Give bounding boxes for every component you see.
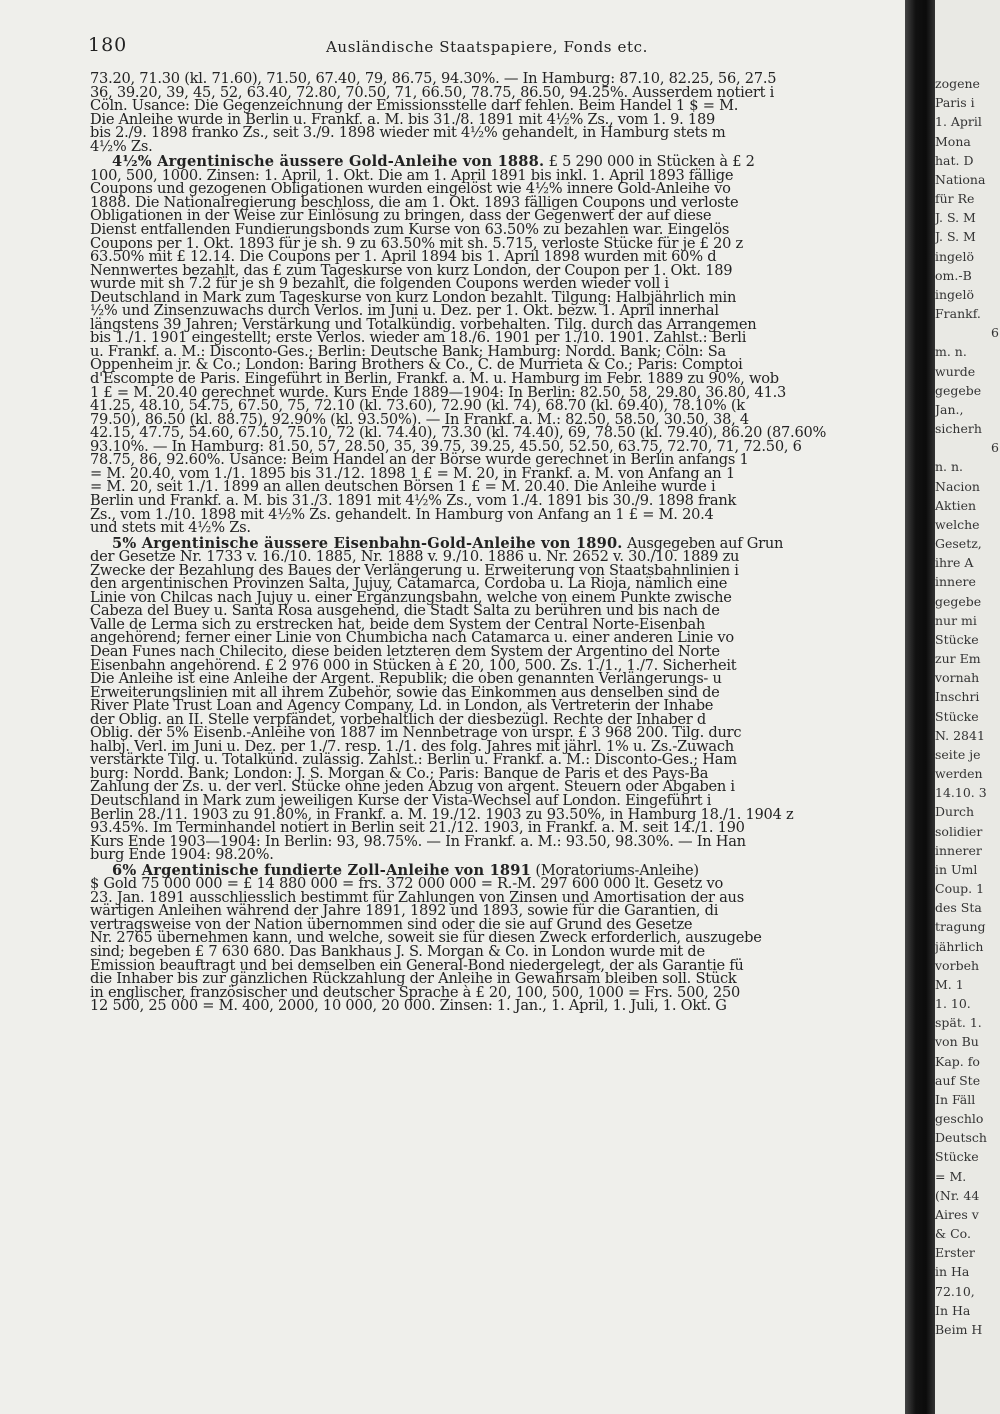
text-line: 73.20, 71.30 (kl. 71.60), 71.50, 67.40, 79, 86.75, 94.30%. — In Hamburg: 87.10, 82.25, 56, 27.5 (90, 70, 777, 87)
text-line: den argentinischen Provinzen Salta, Jujuy, Catamarca, Cordoba u. La Rioja, nämlich eine (90, 575, 728, 593)
facing-page-fragment: In Ha (935, 1303, 971, 1318)
text-line: burg: Nordd. Bank; London: J. S. Morgan & Co.; Paris: Banque de Paris et des Pays-Ba (90, 764, 709, 782)
text-line: Dean Funes nach Chilecito, diese beiden letzteren dem System der Argentino del Norte (90, 642, 720, 660)
facing-page-fragment: Coup. 1 (935, 881, 985, 896)
facing-page-fragment: 1. 10. (935, 996, 971, 1011)
text-line: 100, 500, 1000. Zinsen: 1. April, 1. Okt. Die am 1. April 1891 bis inkl. 1. April 1893 fällige (90, 166, 734, 184)
text-line: 1 £ = M. 20.40 gerechnet wurde. Kurs Ende 1889—1904: In Berlin: 82.50, 58, 29.80, 36.80, 41.3 (90, 383, 787, 401)
facing-page-fragment: (Nr. 44 (935, 1188, 980, 1203)
section-heading-line: 4½% Argentinische äussere Gold-Anleihe von 1888. £ 5 290 000 in Stücken à £ 2 (112, 153, 755, 171)
text-line: wurde mit sh 7.2 für je sh 9 bezahlt, die folgenden Coupons werden wieder voll i (90, 275, 669, 293)
facing-page-fragment: gegebe (935, 594, 982, 609)
text-line: u. Frankf. a. M.: Disconto-Ges.; Berlin: Deutsche Bank; Hamburg: Nordd. Bank; Cöln: Sa (90, 342, 726, 360)
facing-page-fragment: Erster (935, 1245, 975, 1260)
facing-page-fragment: seite je (935, 747, 981, 762)
text-line: und stets mit 4½% Zs. (90, 519, 251, 537)
section-heading: 5% Argentinische äussere Eisenbahn-Gold-Anleihe von 1890. (112, 534, 623, 552)
facing-page-fragment: om.-B (935, 268, 972, 283)
text-line: Coupons und gezogenen Obligationen wurden eingelöst wie 4½% innere Gold-Anleihe vo (90, 180, 731, 198)
text-line: verstärkte Tilg. u. Totalkünd. zulässig. Zahlst.: Berlin u. Frankf. a. M.: Disconto-Ges.; Ham (90, 751, 737, 769)
text-line: wärtigen Anleihen während der Jahre 1891, 1892 und 1893, sowie für die Garantien, di (90, 902, 719, 920)
facing-page-fragment: in Ha (935, 1264, 970, 1279)
facing-page-fragment: 72.10, (935, 1284, 975, 1299)
facing-page-fragment: & Co. (935, 1226, 971, 1241)
text-line: angehörend; ferner einer Linie von Chumbicha nach Catamarca u. einer anderen Linie vo (90, 629, 734, 647)
facing-page-fragment: Durch (935, 804, 975, 819)
text-line: bis 1./1. 1901 eingestellt; erste Verlos. wieder am 18./6. 1901 per 1./10. 1901. Zahlst.: Berli (90, 329, 747, 347)
text-line: ½% und Zinsenzuwachs durch Verlos. im Juni u. Dez. per 1. Okt. bezw. 1. April innerhal (90, 302, 719, 320)
facing-page-fragment: Mona (935, 134, 971, 149)
section-heading: 4½% Argentinische äussere Gold-Anleihe von 1888. (112, 153, 545, 171)
facing-page-fragment: ingelö (935, 249, 974, 264)
facing-page-fragment: Aktien (935, 498, 977, 513)
facing-page-fragment: ingelö (935, 287, 974, 302)
facing-page-fragment: vorbeh (935, 958, 980, 973)
facing-page-fragment: spät. 1. (935, 1015, 982, 1030)
text-line: 23. Jan. 1891 ausschliesslich bestimmt für Zahlungen von Zinsen und Amortisation der aus (90, 888, 744, 906)
facing-page-fragment: hat. D (935, 153, 974, 168)
text-line: Erweiterungslinien mit all ihrem Zubehör, sowie das Einkommen aus denselben sind de (90, 683, 720, 701)
facing-page-fragment: Nationa (935, 172, 986, 187)
facing-page-fragment: in Uml (935, 862, 978, 877)
text-line: in englischer, französischer und deutscher Sprache à £ 20, 100, 500, 1000 = Frs. 500, 250 (90, 983, 741, 1001)
text-line: d'Escompte de Paris. Eingeführt in Berlin, Frankf. a. M. u. Hamburg im Febr. 1889 zu 90%, wob (90, 370, 779, 388)
facing-page-fragment: Inschri (935, 689, 980, 704)
section-heading: 6% Argentinische fundierte Zoll-Anleihe von 1891 (112, 861, 531, 879)
facing-page-fragment: Kap. fo (935, 1054, 980, 1069)
facing-page-fragment: In Fäll (935, 1092, 976, 1107)
text-line: Coupons per 1. Okt. 1893 für je sh. 9 zu 63.50% mit sh. 5.715, verloste Stücke für je £ 20 z (90, 234, 743, 252)
facing-page-fragment: 6 (991, 325, 999, 340)
text-line: Nennwertes bezahlt, das £ zum Tageskurse von kurz London, der Coupon per 1. Okt. 189 (90, 261, 733, 279)
facing-page-fragment: innerer (935, 843, 982, 858)
facing-page-fragment: vornah (935, 670, 980, 685)
text-line: vertragsweise von der Nation übernommen sind oder die sie auf Grund des Gesetze (90, 915, 693, 933)
text-line: bis 2./9. 1898 franko Zs., seit 3./9. 1898 wieder mit 4½% gehandelt, in Hamburg stets m (90, 124, 726, 142)
facing-page-fragment: n. n. (935, 459, 964, 474)
text-line: sind; begeben £ 7 630 680. Das Bankhaus J. S. Morgan & Co. in London wurde mit de (90, 943, 705, 960)
text-line: 93.45%. Im Terminhandel notiert in Berlin seit 21./12. 1903, in Frankf. a. M. seit 14./1. 190 (90, 819, 745, 837)
facing-page-fragment: M. 1 (935, 977, 964, 992)
facing-page-fragment: Stücke (935, 709, 979, 724)
facing-page-fragment: Aires v (935, 1207, 979, 1222)
facing-page-fragment: Frankf. (935, 306, 981, 321)
text-line: Valle de Lerma sich zu erstrecken hat, beide dem System der Central Norte-Eisenbah (90, 615, 706, 633)
section-heading-line: 5% Argentinische äussere Eisenbahn-Gold-Anleihe von 1890. Ausgegeben auf Grun (112, 534, 784, 552)
facing-page-fragment: auf Ste (935, 1073, 981, 1088)
facing-page-fragment: werden (935, 766, 983, 781)
running-header (88, 34, 888, 58)
text-line: = M. 20.40, vom 1./1. 1895 bis 31./12. 1898 1 £ = M. 20, in Frankf. a. M. von Anfang an 1 (90, 464, 735, 482)
text-line: $ Gold 75 000 000 = £ 14 880 000 = frs. 372 000 000 = R.-M. 297 600 000 lt. Gesetz vo (90, 875, 724, 893)
facing-page-fragment: Deutsch (935, 1130, 987, 1145)
text-line: 93.10%. — In Hamburg: 81.50, 57, 28.50, 35, 39.75, 39.25, 45.50, 52.50, 63.75, 72.70, 71, 72.50, 6 (90, 437, 802, 455)
text-line: = M. 20, seit 1./1. 1899 an allen deutschen Börsen 1 £ = M. 20.40. Die Anleihe wurde i (90, 478, 716, 496)
page-number: 180 (88, 34, 128, 56)
text-line: Eisenbahn angehörend. £ 2 976 000 in Stücken à £ 20, 100, 500. Zs. 1./1., 1./7. Sicherheit (90, 656, 737, 674)
facing-page-fragment: 6 (991, 440, 999, 455)
facing-page-fragment: Jan., (935, 402, 964, 417)
text-line: längstens 39 Jahren; Verstärkung und Totalkündig. vorbehalten. Tilg. durch das Arrangemen (90, 315, 757, 333)
text-line: Berlin 28./11. 1903 zu 91.80%, in Frankf. a. M. 19./12. 1903 zu 93.50%, in Hamburg 18./1. 1904 z (90, 805, 794, 823)
body-text (90, 72, 900, 1013)
text-line: Die Anleihe wurde in Berlin u. Frankf. a. M. bis 31./8. 1891 mit 4½% Zs., vom 1. 9. 189 (90, 110, 716, 128)
header-title: Ausländische Staatspapiere, Fonds etc. (326, 38, 648, 56)
facing-page-fragment: J. S. M (935, 229, 976, 244)
text-line: 78.75, 86, 92.60%. Usance: Beim Handel an der Börse wurde gerechnet in Berlin anfangs 1 (90, 451, 749, 469)
facing-page-fragment: J. S. M (935, 210, 976, 225)
facing-page-fragment: gegebe (935, 383, 982, 398)
text-line: Cabeza del Buey u. Santa Rosa ausgehend, die Stadt Salta zu berühren und bis nach de (90, 602, 720, 620)
facing-page-fragment: Stücke (935, 1149, 979, 1164)
facing-page-fragment: 14.10. 3 (935, 785, 987, 800)
text-line: Cöln. Usance: Die Gegenzeichnung der Emissionsstelle darf fehlen. Beim Handel 1 $ = M. (90, 97, 739, 115)
text-line: der Oblig. an II. Stelle verpfändet, vorbehaltlich der diesbezügl. Rechte der Inhaber d (90, 710, 706, 728)
text-line: Linie von Chilcas nach Jujuy u. einer Ergänzungsbahn, welche von einem Punkte zwische (90, 588, 732, 606)
text-line: 42.15, 47.75, 54.60, 67.50, 75.10, 72 (kl. 74.40), 73.30 (kl. 74.40), 69, 78.50 (kl. 79.40), 86.20 (87.60% (90, 424, 827, 442)
text-line: River Plate Trust Loan and Agency Company, Ld. in London, als Vertreterin der Inhabe (90, 697, 714, 715)
facing-page-fragment: tragung (935, 919, 986, 934)
text-line: Obligationen in der Weise zur Einlösung zu bringen, dass der Gegenwert der auf diese (90, 207, 712, 225)
facing-page-fragment: Nacion (935, 479, 980, 494)
text-line: Emission beauftragt und bei demselben ein General-Bond niedergelegt, der als Garantie fü (90, 956, 744, 974)
facing-page-fragment: jährlich (935, 939, 984, 954)
book-gutter (905, 0, 935, 1414)
text-line: Zahlung der Zs. u. der verl. Stücke ohne jeden Abzug von argent. Steuern oder Abgaben i (90, 778, 735, 796)
text-line: Deutschland in Mark zum Tageskurse von kurz London bezahlt. Tilgung: Halbjährlich min (90, 288, 737, 306)
text-line: die Inhaber bis zur gänzlichen Rückzahlung der Anleihe in Gewahrsam bleiben soll. Stück (90, 970, 737, 988)
text-line: 36, 39.20, 39, 45, 52, 63.40, 72.80, 70.50, 71, 66.50, 78.75, 86.50, 94.25%. Ausserdem notiert i (90, 83, 775, 101)
text-line: 63.50% mit £ 12.14. Die Coupons per 1. April 1894 bis 1. April 1898 wurden mit 60% d (90, 248, 717, 266)
facing-page-fragment: nur mi (935, 613, 977, 628)
text-line: halbj. Verl. im Juni u. Dez. per 1./7. resp. 1./1. des folg. Jahres mit jährl. 1% u. Zs.-Zuwach (90, 737, 734, 755)
text-line: burg Ende 1904: 98.20%. (90, 846, 274, 864)
text-line: Berlin und Frankf. a. M. bis 31./3. 1891 mit 4½% Zs., vom 1./4. 1891 bis 30./9. 1898 frank (90, 491, 737, 509)
text-line: Oblig. der 5% Eisenb.-Anleihe von 1887 im Nennbetrage von urspr. £ 3 968 200. Tilg. durc (90, 724, 742, 742)
section-heading-line: 6% Argentinische fundierte Zoll-Anleihe von 1891 (Moratoriums-Anleihe) (112, 861, 699, 879)
facing-page-fragment: m. n. (935, 344, 967, 359)
text-line: Nr. 2765 übernehmen kann, und welche, soweit sie für diesen Zweck erforderlich, auszugebe (90, 929, 762, 947)
text-line: 12 500, 25 000 = M. 400, 2000, 10 000, 20 000. Zinsen: 1. Jan., 1. April, 1. Juli, 1. Okt. G (90, 997, 727, 1015)
facing-page-fragment: des Sta (935, 900, 982, 915)
text-line: Kurs Ende 1903—1904: In Berlin: 93, 98.75%. — In Frankf. a. M.: 93.50, 98.30%. — In Han (90, 832, 746, 850)
facing-page-fragment: solidier (935, 824, 983, 839)
facing-page-fragment: Gesetz, (935, 536, 982, 551)
facing-page-fragment: Paris i (935, 95, 975, 110)
text-line: 41.25, 48.10, 54.75, 67.50, 75, 72.10 (kl. 73.60), 72.90 (kl. 74), 68.70 (kl. 69.40), 78.10% (k (90, 397, 745, 415)
text-line: Die Anleihe ist eine Anleihe der Argent. Republik; die oben genannten Verlängerungs- u (90, 670, 722, 688)
facing-page-fragment: zur Em (935, 651, 981, 666)
text-line: 4½% Zs. (90, 137, 153, 155)
facing-page-fragment: innere (935, 574, 976, 589)
facing-page-fragment: sicherh (935, 421, 982, 436)
facing-page-fragment: wurde (935, 364, 976, 379)
text-line: Deutschland in Mark zum jeweiligen Kurse der Vista-Wechsel auf London. Eingeführt i (90, 791, 712, 809)
facing-page-fragment: Beim H (935, 1322, 983, 1337)
facing-page-fragment: Stücke (935, 632, 979, 647)
facing-page-edge (935, 0, 1000, 1414)
facing-page-fragment: = M. (935, 1169, 967, 1184)
facing-page-fragment: zogene (935, 76, 980, 91)
text-line: 1888. Die Nationalregierung beschloss, die am 1. Okt. 1893 fälligen Coupons und verloste (90, 193, 739, 211)
text-line: Zwecke der Bezahlung des Baues der Verlängerung u. Erweiterung von Staatsbahnlinien i (90, 561, 739, 579)
facing-page-fragment: für Re (935, 191, 975, 206)
facing-page-fragment: geschlo (935, 1111, 984, 1126)
facing-page-fragment: von Bu (935, 1034, 979, 1049)
facing-page-fragment: ihre A (935, 555, 974, 570)
text-line: der Gesetze Nr. 1733 v. 16./10. 1885, Nr. 1888 v. 9./10. 1886 u. Nr. 2652 v. 30./10. 1889 zu (90, 548, 740, 566)
facing-page-fragment: welche (935, 517, 980, 532)
facing-page-fragment: 1. April (935, 114, 982, 129)
text-line: Oppenheim jr. & Co.; London: Baring Brothers & Co., C. de Murrieta & Co.; Paris: Comptoi (90, 356, 743, 374)
text-line: 79.50), 86.50 (kl. 88.75), 92.90% (kl. 93.50%). — In Frankf. a. M.: 82.50, 58.50, 30.50, 38, 4 (90, 410, 749, 428)
text-line: Dienst entfallenden Fundierungsbonds zum Kurse von 63.50% zu bezahlen war. Eingelös (90, 221, 730, 239)
text-line: Zs., vom 1./10. 1898 mit 4½% Zs. gehandelt. In Hamburg von Anfang an 1 £ = M. 20.4 (90, 505, 714, 523)
facing-page-fragment: N. 2841 (935, 728, 985, 743)
